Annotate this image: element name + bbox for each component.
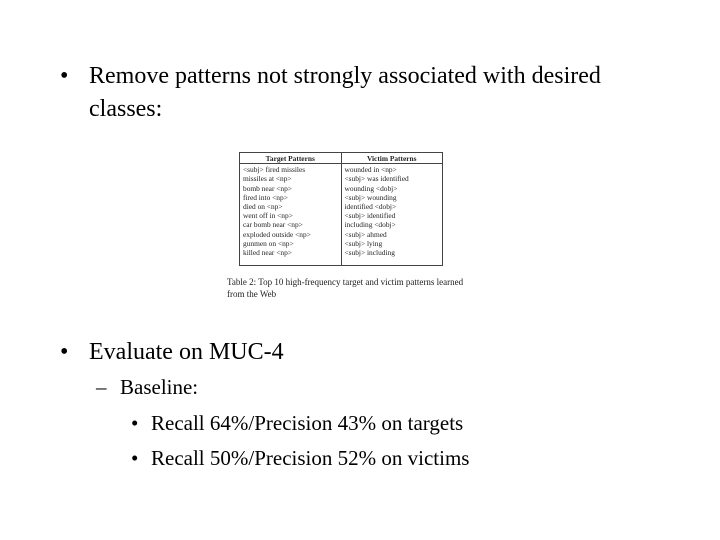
victim-pattern-cell: including <dobj> bbox=[344, 220, 396, 230]
target-patterns-column bbox=[240, 153, 341, 265]
victim-pattern-cell: identified <dobj> bbox=[344, 202, 397, 212]
table-caption: Table 2: Top 10 high-frequency target and victim patterns learned from the Web bbox=[227, 277, 464, 299]
bullet-marker: • bbox=[131, 411, 139, 435]
bullet-evaluate bbox=[60, 336, 284, 369]
target-pattern-cell: died on <np> bbox=[243, 202, 283, 212]
victim-pattern-cell: <subj> ahmed bbox=[344, 229, 387, 239]
bullet-marker: • bbox=[60, 339, 69, 365]
bullet-text: Evaluate on MUC-4 bbox=[89, 339, 284, 365]
victim-pattern-cell: <subj> was identified bbox=[344, 174, 409, 184]
victim-pattern-cell: <subj> lying bbox=[344, 238, 383, 248]
victim-pattern-cell: wounded in <np> bbox=[344, 165, 397, 175]
victim-pattern-cell: <subj> identified bbox=[344, 211, 396, 221]
target-pattern-cell: exploded outside <np> bbox=[243, 229, 311, 239]
victim-patterns-header: Victim Patterns bbox=[342, 153, 443, 164]
victim-pattern-cell: wounding <dobj> bbox=[344, 183, 398, 193]
target-pattern-cell: missiles at <np> bbox=[243, 174, 292, 184]
target-pattern-cell: <subj> fired missiles bbox=[243, 165, 306, 175]
sub-sub-bullet-targets bbox=[131, 408, 464, 438]
bullet-marker: • bbox=[60, 63, 69, 89]
target-pattern-cell: car bomb near <np> bbox=[243, 220, 303, 230]
target-pattern-cell: fired into <np> bbox=[243, 192, 288, 202]
target-patterns-header: Target Patterns bbox=[240, 153, 341, 164]
target-pattern-cell: bomb near <np> bbox=[243, 183, 292, 193]
bullet-text: Remove patterns not strongly associated with desired classes: bbox=[89, 63, 601, 122]
dash-marker: – bbox=[96, 375, 107, 399]
patterns-table-figure bbox=[239, 152, 443, 266]
target-pattern-cell: gunmen on <np> bbox=[243, 238, 294, 248]
bullet-marker: • bbox=[131, 446, 139, 470]
sub-bullet-text: Baseline: bbox=[120, 375, 199, 399]
sub-bullet-baseline bbox=[96, 372, 199, 402]
target-pattern-cell: went off in <np> bbox=[243, 211, 293, 221]
bullet-remove-patterns bbox=[60, 60, 649, 126]
sub-sub-bullet-text: Recall 64%/Precision 43% on targets bbox=[151, 411, 464, 435]
victim-pattern-cell: <subj> including bbox=[344, 248, 395, 258]
sub-sub-bullet-text: Recall 50%/Precision 52% on victims bbox=[151, 446, 470, 470]
target-pattern-cell: killed near <np> bbox=[243, 248, 292, 258]
victim-patterns-column bbox=[341, 153, 443, 265]
victim-pattern-cell: <subj> wounding bbox=[344, 192, 397, 202]
sub-sub-bullet-victims bbox=[131, 443, 470, 473]
